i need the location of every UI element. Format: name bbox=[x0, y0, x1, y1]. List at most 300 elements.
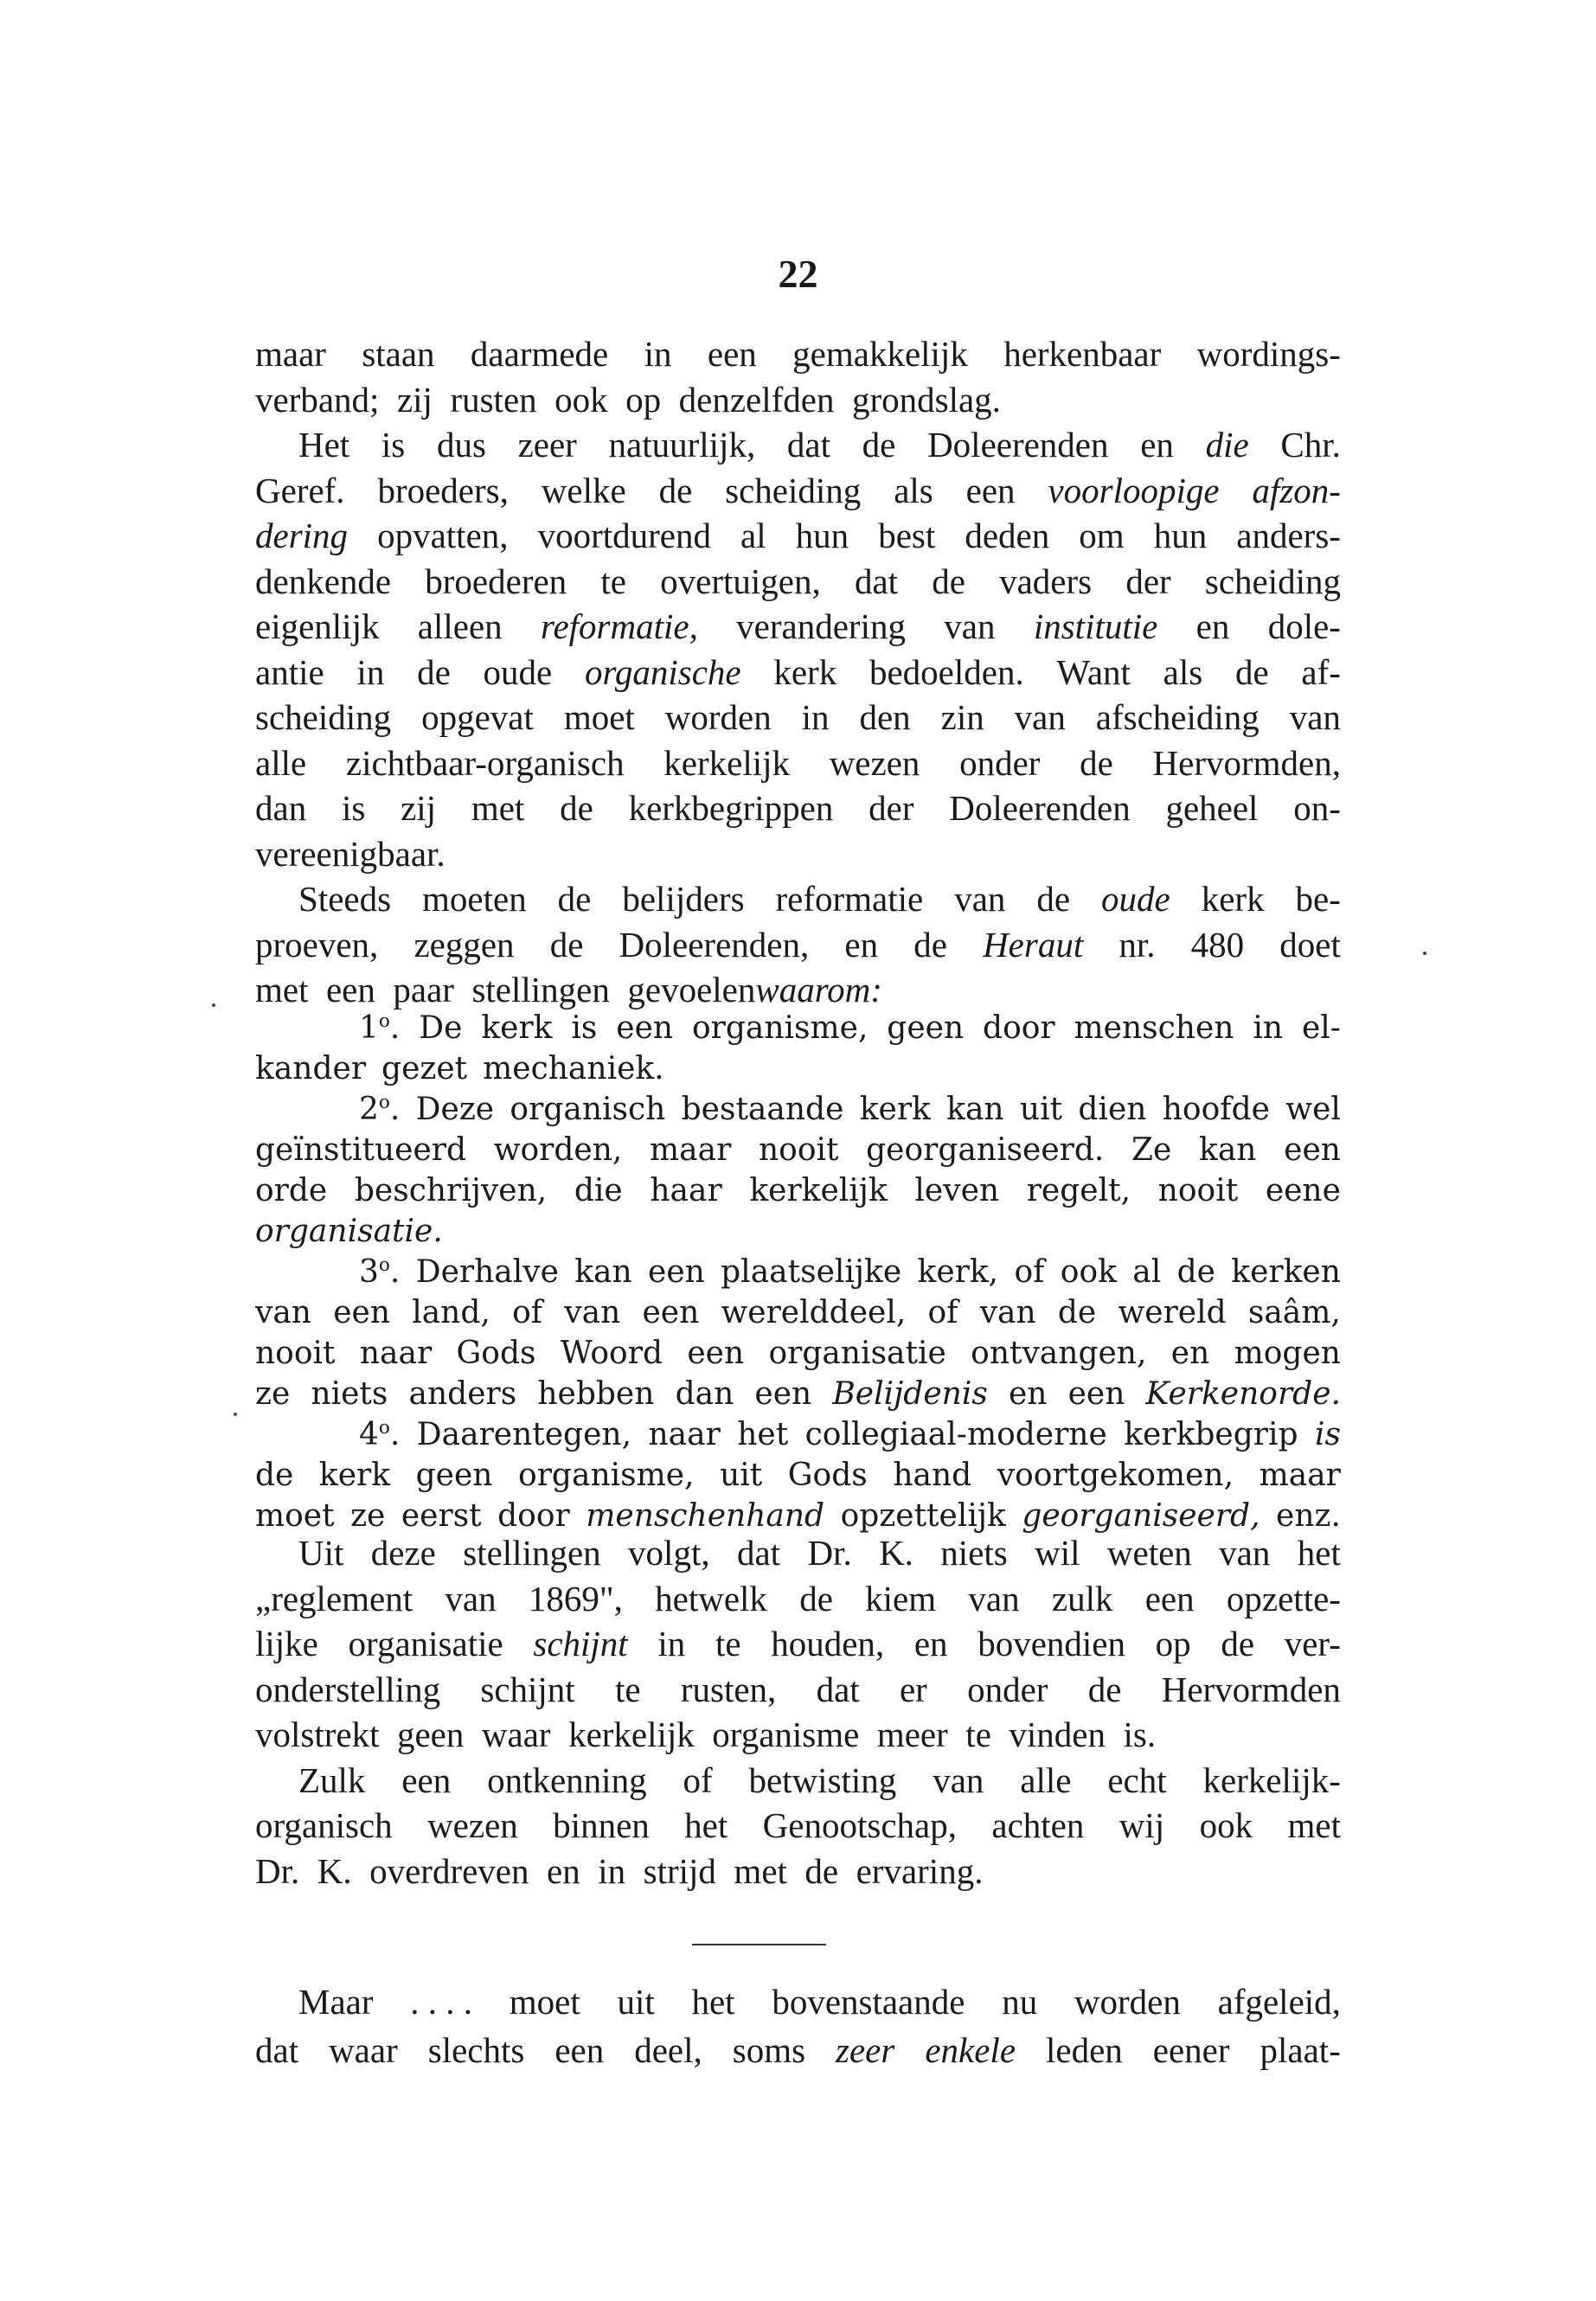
word: dat bbox=[816, 1669, 860, 1709]
word: het bbox=[691, 1982, 735, 2022]
word: de bbox=[255, 1458, 294, 1493]
word: een bbox=[754, 1376, 812, 1412]
word: kiem bbox=[865, 1578, 937, 1618]
word: wil bbox=[1035, 1533, 1080, 1573]
word: van bbox=[954, 879, 1006, 919]
word: die bbox=[574, 1173, 623, 1208]
word: zin bbox=[940, 697, 984, 737]
word: te bbox=[614, 1669, 641, 1709]
word: Hervormden, bbox=[1152, 742, 1341, 783]
word: de bbox=[557, 879, 592, 919]
word: leven bbox=[914, 1173, 1000, 1208]
word: moet bbox=[563, 697, 635, 737]
word: staan bbox=[362, 334, 435, 374]
word: en bbox=[844, 924, 879, 965]
word: ook bbox=[1060, 1254, 1117, 1290]
word: deden bbox=[965, 516, 1050, 555]
word: van bbox=[979, 1295, 1036, 1330]
word: met bbox=[734, 1850, 787, 1891]
word: het bbox=[684, 1805, 728, 1845]
text-line bbox=[255, 833, 1341, 879]
word: enz. bbox=[1276, 1498, 1341, 1534]
word: opgevat bbox=[421, 697, 534, 737]
word: georganiseerd. bbox=[866, 1132, 1105, 1168]
word: kerk bbox=[481, 1010, 553, 1046]
word: zij bbox=[396, 379, 433, 420]
word: een bbox=[648, 1254, 705, 1290]
word: opvatten, bbox=[377, 516, 509, 555]
word: als bbox=[894, 470, 933, 510]
theses-block bbox=[255, 1010, 1341, 1539]
word: afscheiding bbox=[1095, 697, 1259, 737]
word: wij bbox=[1118, 1805, 1165, 1845]
word: denzelfden bbox=[678, 379, 835, 420]
word: De bbox=[419, 1010, 463, 1046]
word: hun bbox=[1153, 516, 1208, 555]
text-line bbox=[255, 969, 1341, 1015]
word: af- bbox=[1301, 651, 1341, 692]
word: plaat- bbox=[1259, 2030, 1341, 2070]
text-line bbox=[255, 651, 1341, 697]
word: Geref. bbox=[255, 470, 345, 510]
word: vinden bbox=[1009, 1715, 1106, 1754]
word: oude bbox=[483, 651, 553, 692]
word: met bbox=[471, 788, 525, 828]
word: saâm, bbox=[1247, 1295, 1341, 1330]
word: hebben bbox=[537, 1376, 655, 1412]
word: kerkelijk bbox=[749, 1173, 888, 1208]
word: dien bbox=[1078, 1092, 1147, 1127]
word: organisatie bbox=[768, 1336, 946, 1371]
word: binnen bbox=[553, 1805, 650, 1845]
word: dan bbox=[675, 1376, 734, 1412]
italic-word: Belijdenis bbox=[832, 1376, 988, 1412]
thesis-line bbox=[255, 1417, 1341, 1458]
word: is bbox=[571, 1010, 598, 1046]
word: el- bbox=[1301, 1010, 1341, 1046]
page-number: 22 bbox=[778, 252, 818, 296]
word: ze bbox=[350, 1498, 386, 1534]
word: en bbox=[1140, 425, 1174, 465]
word: wezen bbox=[829, 742, 920, 783]
word: een bbox=[554, 2030, 605, 2070]
word: maar bbox=[650, 1132, 732, 1168]
word: de bbox=[1036, 879, 1071, 919]
word: strijd bbox=[643, 1850, 716, 1891]
word: de bbox=[1221, 1624, 1255, 1663]
word: alleen bbox=[417, 606, 503, 646]
word: plaatselijke bbox=[721, 1254, 902, 1290]
word: waar bbox=[329, 2030, 398, 2070]
word: mogen bbox=[1234, 1336, 1341, 1371]
word: geen bbox=[415, 1458, 493, 1493]
word: Dr. bbox=[255, 1850, 300, 1891]
word: dole- bbox=[1267, 606, 1341, 646]
word: nooit bbox=[255, 1336, 336, 1371]
word: van bbox=[1219, 1533, 1271, 1573]
word: dat bbox=[255, 2030, 299, 2070]
word: natuurlijk, bbox=[608, 425, 756, 465]
word: niets bbox=[311, 1376, 388, 1412]
ellipsis: . . . . bbox=[410, 1982, 472, 2022]
word: haar bbox=[650, 1173, 722, 1208]
word: te bbox=[600, 561, 626, 601]
text-line bbox=[255, 1669, 1341, 1715]
word: kander bbox=[255, 1051, 367, 1086]
thesis-number: 1$^o$. bbox=[359, 1010, 401, 1046]
word: hand bbox=[893, 1458, 972, 1493]
word: anders bbox=[408, 1376, 517, 1412]
italic-word: waarom: bbox=[755, 970, 882, 1009]
word: den bbox=[859, 697, 911, 737]
scan-speck bbox=[1423, 952, 1426, 955]
word: naar bbox=[359, 1336, 433, 1371]
word: een bbox=[616, 1010, 674, 1046]
word: Uit bbox=[298, 1533, 344, 1573]
word: van bbox=[564, 1295, 621, 1330]
word: kerk bbox=[859, 1092, 931, 1127]
word: collegiaal-moderne bbox=[804, 1417, 1107, 1452]
word: te bbox=[715, 1624, 741, 1663]
word: K. bbox=[879, 1533, 913, 1573]
word: dus bbox=[436, 425, 486, 465]
word: grondslag. bbox=[851, 379, 1001, 420]
word: K. bbox=[317, 1850, 352, 1891]
word: kerk bbox=[773, 651, 837, 692]
word: anders- bbox=[1236, 516, 1341, 555]
word: scheiding bbox=[255, 697, 392, 737]
word: welke bbox=[541, 470, 626, 510]
text-line bbox=[255, 470, 1341, 516]
word: of bbox=[512, 1295, 543, 1330]
word: de bbox=[560, 788, 593, 828]
word: uit bbox=[617, 1982, 655, 2022]
word: geen bbox=[396, 1715, 465, 1754]
word: Doleerenden bbox=[927, 425, 1109, 465]
word: antie bbox=[255, 651, 324, 692]
word: bovenstaande bbox=[772, 1982, 965, 2022]
text-line bbox=[255, 878, 1341, 924]
word: Maar bbox=[298, 1982, 374, 2022]
word: naar bbox=[648, 1417, 721, 1452]
word: Ze bbox=[1131, 1132, 1172, 1168]
word: afgeleid, bbox=[1217, 1982, 1341, 2022]
italic-word: dering bbox=[255, 516, 349, 555]
thesis-line bbox=[255, 1254, 1341, 1295]
word: de bbox=[932, 561, 965, 601]
word: maar bbox=[255, 334, 326, 374]
word: zij bbox=[401, 788, 437, 828]
word: een bbox=[401, 1759, 452, 1800]
thesis-number: 2$^o$. bbox=[359, 1092, 401, 1127]
word: door bbox=[497, 1498, 570, 1534]
thesis-line bbox=[255, 1376, 1341, 1417]
word: ontvangen, bbox=[971, 1336, 1147, 1371]
word: hun bbox=[795, 516, 849, 555]
word: deze bbox=[370, 1533, 436, 1573]
word: broederen bbox=[425, 561, 567, 601]
word: worden bbox=[664, 697, 772, 737]
text-line bbox=[255, 333, 1341, 379]
word: te bbox=[965, 1715, 991, 1754]
word: Daarentegen, bbox=[416, 1417, 632, 1452]
word: al bbox=[740, 516, 766, 555]
word: nu bbox=[1002, 1982, 1038, 2022]
word: eerst bbox=[401, 1498, 482, 1534]
word: uit bbox=[720, 1458, 763, 1493]
thesis-line bbox=[255, 1214, 1341, 1254]
word: de bbox=[862, 425, 896, 465]
word: herkenbaar bbox=[1003, 334, 1162, 374]
italic-word: voorloopige bbox=[1048, 470, 1220, 510]
word: moet bbox=[255, 1498, 335, 1534]
word: Gods bbox=[787, 1458, 868, 1493]
word: Chr. bbox=[1280, 425, 1341, 465]
word: worden, bbox=[493, 1132, 623, 1168]
word: organisch bbox=[510, 1092, 666, 1127]
word: een bbox=[333, 1295, 390, 1330]
word: werelddeel, bbox=[721, 1295, 907, 1330]
thesis-number: 4$^o$. bbox=[359, 1417, 401, 1452]
word: kerkbegrip bbox=[1124, 1417, 1298, 1452]
italic-word: organische bbox=[584, 651, 741, 692]
word: wereld bbox=[1118, 1295, 1227, 1330]
italic-word: institutie bbox=[1033, 606, 1158, 646]
word: hoofde bbox=[1162, 1092, 1270, 1127]
word: op bbox=[625, 379, 662, 420]
word: de bbox=[549, 924, 584, 965]
word: ontkenning bbox=[487, 1759, 647, 1800]
thesis-line bbox=[255, 1132, 1341, 1173]
word: stellingen bbox=[463, 1533, 601, 1573]
word: 480 bbox=[1190, 924, 1245, 965]
word: leden bbox=[1046, 2030, 1123, 2070]
thesis-number: 3$^o$. bbox=[359, 1254, 401, 1290]
word: land, bbox=[412, 1295, 490, 1330]
word: soms bbox=[732, 2030, 806, 2070]
word: kan bbox=[946, 1092, 1004, 1127]
word: ver- bbox=[1284, 1624, 1341, 1663]
italic-word: is bbox=[1314, 1417, 1341, 1452]
word: mechaniek. bbox=[483, 1051, 664, 1086]
word: ervaring. bbox=[856, 1850, 984, 1891]
italic-word: schijnt bbox=[533, 1624, 628, 1663]
word: voortgekomen, bbox=[997, 1458, 1234, 1493]
word: wel bbox=[1285, 1092, 1341, 1127]
word: paar bbox=[393, 970, 454, 1009]
word: meer bbox=[876, 1715, 948, 1754]
text-line bbox=[255, 1714, 1341, 1759]
word: organisatie bbox=[348, 1624, 503, 1663]
text-line bbox=[255, 924, 1341, 970]
italic-word: Heraut bbox=[983, 924, 1084, 965]
word: stellingen bbox=[471, 970, 610, 1009]
word: is bbox=[341, 788, 366, 828]
word: kerkbegrippen bbox=[628, 788, 834, 828]
word: moeten bbox=[422, 879, 527, 919]
word: als bbox=[1163, 651, 1203, 692]
word: achten bbox=[991, 1805, 1085, 1845]
word: in bbox=[801, 697, 830, 737]
word: organisme bbox=[712, 1715, 860, 1754]
word: een bbox=[1067, 1376, 1125, 1412]
word: uit bbox=[1019, 1092, 1063, 1127]
word: de bbox=[1234, 651, 1269, 692]
italic-word: georganiseerd, bbox=[1022, 1498, 1260, 1534]
word: Steeds bbox=[298, 879, 392, 919]
word: kan bbox=[574, 1254, 632, 1290]
word: kan bbox=[1199, 1132, 1257, 1168]
word: de bbox=[1087, 1669, 1122, 1709]
word: een bbox=[687, 1336, 745, 1371]
text-line bbox=[255, 424, 1341, 470]
thesis-line bbox=[255, 1458, 1341, 1498]
word: nooit bbox=[758, 1132, 839, 1168]
word: be- bbox=[1295, 879, 1341, 919]
word: overdreven bbox=[369, 1850, 529, 1891]
word: een bbox=[1284, 1132, 1341, 1168]
word: wezen bbox=[427, 1805, 518, 1845]
word: van bbox=[968, 1578, 1020, 1618]
word: de bbox=[913, 924, 947, 965]
italic-word: die bbox=[1205, 425, 1249, 465]
word: beschrijven, bbox=[354, 1173, 548, 1208]
word: Hervormden bbox=[1161, 1669, 1341, 1709]
word: overtuigen, bbox=[660, 561, 821, 601]
word: der bbox=[1125, 561, 1171, 601]
word: alle bbox=[1020, 1759, 1072, 1800]
word: kerk bbox=[1201, 879, 1265, 919]
word: niets bbox=[940, 1533, 1008, 1573]
word: in bbox=[657, 1624, 686, 1663]
word: scheiding bbox=[725, 470, 862, 510]
word: kerkelijk- bbox=[1202, 1759, 1341, 1800]
word: worden bbox=[1074, 1982, 1181, 2022]
word: vereenigbaar. bbox=[255, 833, 445, 874]
word: kerken bbox=[1231, 1254, 1341, 1290]
word: dat bbox=[736, 1533, 781, 1573]
word: en bbox=[1170, 1336, 1210, 1371]
word: bedoelden. bbox=[869, 651, 1024, 692]
word: of bbox=[1014, 1254, 1045, 1290]
word: de bbox=[804, 1850, 839, 1891]
word: rusten, bbox=[680, 1669, 777, 1709]
word: ook bbox=[1199, 1805, 1253, 1845]
word: is bbox=[381, 425, 406, 465]
word: lijke bbox=[255, 1624, 318, 1663]
word: Dr. bbox=[807, 1533, 852, 1573]
word: Derhalve bbox=[415, 1254, 559, 1290]
word: Het bbox=[298, 425, 350, 465]
word: hetwelk bbox=[655, 1578, 767, 1618]
thesis-line bbox=[255, 1336, 1341, 1376]
word: betwisting bbox=[748, 1759, 897, 1800]
word: wordings- bbox=[1196, 334, 1341, 374]
word: volstrekt bbox=[255, 1715, 380, 1754]
text-line bbox=[255, 742, 1341, 788]
word: van bbox=[445, 1578, 497, 1618]
word: eigenlijk bbox=[255, 606, 380, 646]
word: Doleerenden bbox=[949, 788, 1131, 828]
word: in bbox=[356, 651, 385, 692]
word: „reglement bbox=[255, 1578, 413, 1618]
word: de bbox=[799, 1578, 833, 1618]
italic-word: Kerkenorde. bbox=[1145, 1376, 1341, 1412]
word: onderstelling bbox=[255, 1669, 441, 1709]
word: kerk bbox=[318, 1458, 391, 1493]
word: voortdurend bbox=[537, 516, 711, 555]
word: eener bbox=[1152, 2030, 1230, 2070]
word: van bbox=[255, 1295, 311, 1330]
word: vaders bbox=[999, 561, 1093, 601]
word: ze bbox=[255, 1376, 291, 1412]
word: in bbox=[644, 334, 672, 374]
word: zeer bbox=[517, 425, 577, 465]
italic-word: afzon- bbox=[1252, 470, 1341, 510]
word: rusten bbox=[450, 379, 537, 420]
word: reformatie bbox=[775, 879, 924, 919]
word: gevoelen bbox=[627, 970, 756, 1009]
text-line bbox=[255, 1759, 1341, 1805]
word: dat bbox=[854, 561, 899, 601]
word: Zulk bbox=[298, 1759, 366, 1800]
word: der bbox=[869, 788, 914, 828]
text-line bbox=[255, 2029, 1341, 2078]
word: de bbox=[1057, 1295, 1097, 1330]
word: volgt, bbox=[628, 1533, 710, 1573]
word: denkende bbox=[255, 561, 392, 601]
word: van bbox=[933, 1759, 984, 1800]
word: opzette- bbox=[1226, 1578, 1341, 1618]
text-line bbox=[255, 696, 1341, 742]
italic-word: enkele bbox=[925, 2030, 1016, 2070]
word: de bbox=[417, 651, 451, 692]
main-text-block bbox=[255, 333, 1341, 1015]
text-line bbox=[255, 1981, 1341, 2029]
word: dat bbox=[786, 425, 830, 465]
word: daarmede bbox=[470, 334, 609, 374]
word: kerk, bbox=[917, 1254, 999, 1290]
word: waar bbox=[481, 1715, 551, 1754]
word: en bbox=[913, 1624, 948, 1663]
word: kerkelijk bbox=[663, 742, 791, 783]
word: is. bbox=[1123, 1715, 1157, 1754]
word: doet bbox=[1279, 924, 1341, 965]
word: bestaande bbox=[681, 1092, 844, 1127]
word: scheiding bbox=[1204, 561, 1341, 601]
word: dan bbox=[255, 788, 307, 828]
word: het bbox=[737, 1417, 789, 1452]
word: nooit bbox=[1157, 1173, 1239, 1208]
word: om bbox=[1079, 516, 1125, 555]
text-line bbox=[255, 561, 1341, 606]
word: al bbox=[1132, 1254, 1162, 1290]
scan-speck bbox=[234, 1413, 237, 1416]
word: een bbox=[1144, 1578, 1195, 1618]
word: organisme, bbox=[518, 1458, 695, 1493]
word: belijders bbox=[622, 879, 745, 919]
word: proeven, bbox=[255, 924, 379, 965]
word: op bbox=[1155, 1624, 1191, 1663]
word: houden, bbox=[771, 1624, 885, 1663]
word: verandering bbox=[736, 606, 906, 646]
word: Deze bbox=[415, 1092, 495, 1127]
italic-word: reformatie, bbox=[541, 606, 698, 646]
word: alle bbox=[255, 742, 307, 783]
word: Want bbox=[1056, 651, 1131, 692]
word: zulk bbox=[1051, 1578, 1113, 1618]
word: Doleerenden, bbox=[619, 924, 810, 965]
